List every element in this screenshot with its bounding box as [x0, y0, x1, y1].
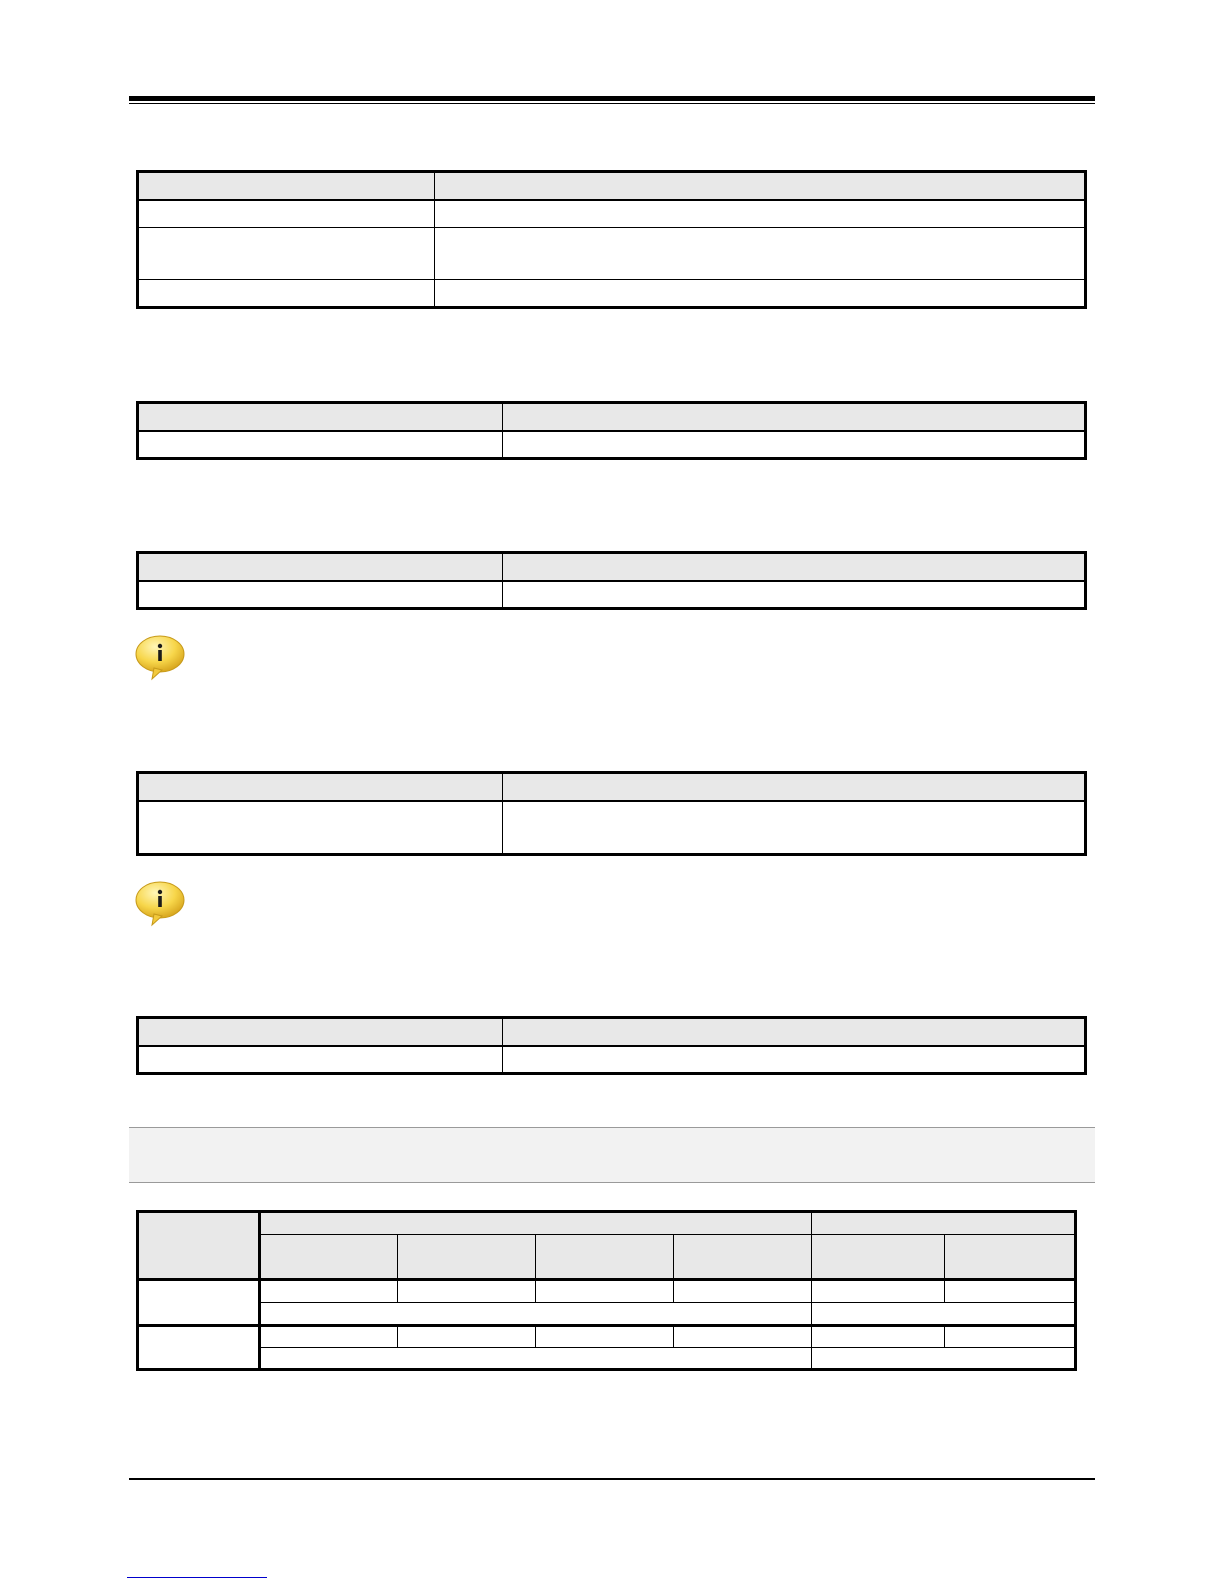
table-cell — [138, 1046, 503, 1074]
footer-link-underline — [127, 1577, 267, 1578]
table-cell — [435, 228, 1086, 280]
spec-subheader — [674, 1235, 812, 1280]
spec-subheader — [945, 1235, 1076, 1280]
spec-cell — [398, 1280, 536, 1303]
section-heading-bar — [129, 1127, 1095, 1183]
spec-row-label — [138, 1280, 260, 1326]
table-header-cell — [503, 773, 1086, 801]
table-cell — [138, 280, 435, 308]
footer-text — [129, 1490, 1095, 1510]
spec-group-header-a — [260, 1212, 812, 1235]
header-rule-thin — [129, 103, 1095, 104]
spec-corner-cell — [138, 1212, 260, 1280]
spec-subheader — [398, 1235, 536, 1280]
table-cell — [503, 801, 1086, 855]
spec-cell — [536, 1280, 674, 1303]
spec-cell — [260, 1348, 812, 1370]
spec-cell — [536, 1326, 674, 1348]
table-cell — [138, 431, 503, 459]
parameter-table-5 — [136, 1016, 1087, 1075]
header-rule-thick — [129, 96, 1095, 101]
table-header-cell — [503, 553, 1086, 581]
spec-cell — [260, 1326, 398, 1348]
spec-subheader — [260, 1235, 398, 1280]
spec-cell — [260, 1280, 398, 1303]
table-cell — [435, 200, 1086, 228]
table-cell — [503, 581, 1086, 609]
spec-row-label — [138, 1326, 260, 1370]
table-header-cell — [138, 773, 503, 801]
spec-table — [136, 1210, 1077, 1371]
note-text — [196, 646, 1086, 666]
table-header-cell — [503, 1018, 1086, 1046]
spec-cell — [945, 1326, 1076, 1348]
table-cell — [435, 280, 1086, 308]
spec-subheader — [812, 1235, 945, 1280]
footer-link[interactable] — [127, 1550, 267, 1580]
spec-group-header-b — [812, 1212, 1076, 1235]
table-header-cell — [503, 403, 1086, 431]
table-header-cell — [138, 172, 435, 200]
table-header-cell — [138, 553, 503, 581]
table-header-cell — [138, 403, 503, 431]
table-header-cell — [138, 1018, 503, 1046]
spec-cell — [812, 1348, 1076, 1370]
table-cell — [138, 200, 435, 228]
spec-cell — [674, 1280, 812, 1303]
note-text — [196, 892, 1086, 912]
footer-rule — [129, 1478, 1095, 1480]
spec-subheader — [536, 1235, 674, 1280]
spec-cell — [812, 1303, 1076, 1326]
spec-cell — [260, 1303, 812, 1326]
table-header-cell — [435, 172, 1086, 200]
table-cell — [138, 581, 503, 609]
table-cell — [503, 1046, 1086, 1074]
table-cell — [138, 228, 435, 280]
table-cell — [138, 801, 503, 855]
spec-cell — [812, 1280, 945, 1303]
table-cell — [503, 431, 1086, 459]
info-speech-bubble-icon — [134, 880, 186, 928]
parameter-table-4 — [136, 771, 1087, 856]
spec-cell — [674, 1326, 812, 1348]
info-speech-bubble-icon — [134, 634, 186, 682]
parameter-table-3 — [136, 551, 1087, 610]
header-text — [129, 70, 1095, 90]
parameter-table-2 — [136, 401, 1087, 460]
spec-cell — [812, 1326, 945, 1348]
parameter-table-1 — [136, 170, 1087, 309]
spec-cell — [945, 1280, 1076, 1303]
spec-cell — [398, 1326, 536, 1348]
